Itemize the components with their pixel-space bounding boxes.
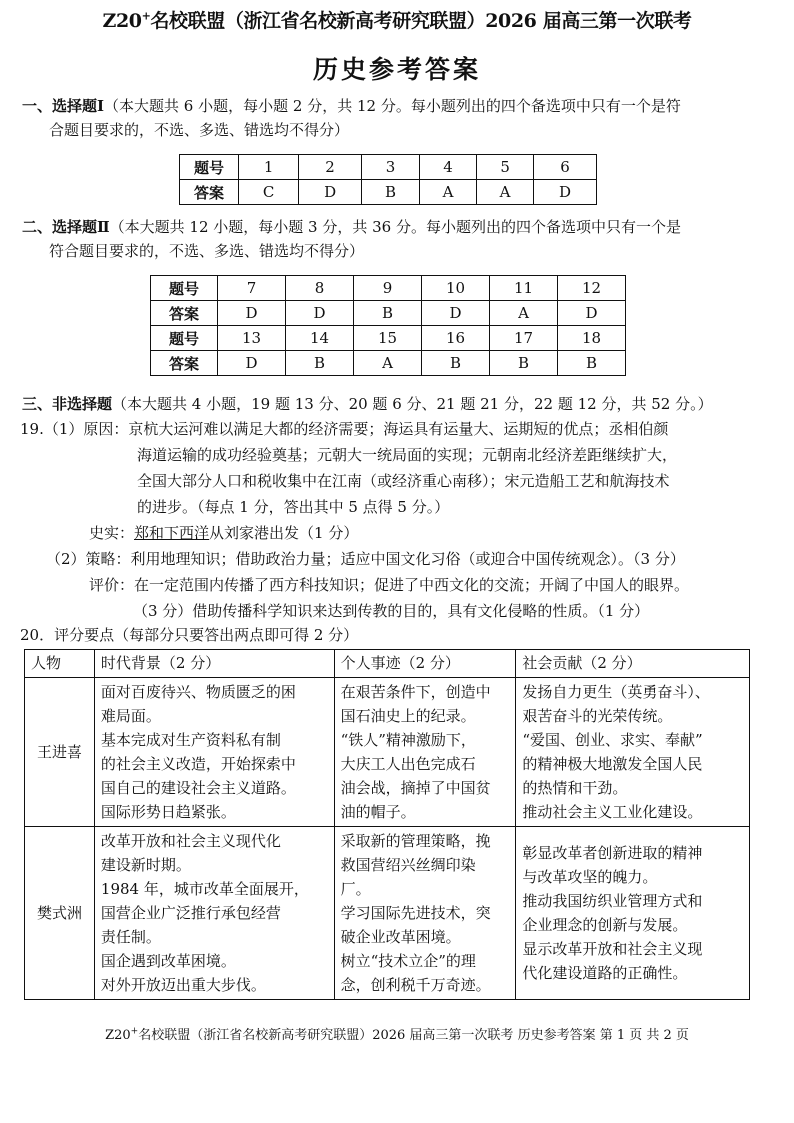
number-row [180,155,597,180]
answer-cell: B [558,351,626,376]
cell-line: 破企业改革困境。 [340,928,461,946]
answer-row-2 [151,351,626,376]
cell-line: 国自己的建设社会主义道路。 [100,779,296,797]
section-1-answer-table [179,154,597,205]
cell-line: 难局面。 [100,707,161,725]
page-header [0,6,794,33]
question-number-cell: 6 [534,155,597,180]
question-number-cell: 3 [361,155,419,180]
row-label: 题号 [180,155,239,180]
cell-line: 面对百废待兴、物质匮乏的困 [100,683,296,701]
cell-line: 在艰苦条件下，创造中 [340,683,491,701]
section-1-desc-2: 合题目要求的，不选、多选、错选均不得分） [49,121,350,139]
section-2-desc-1: （本大题共 12 小题，每小题 3 分，共 36 分。每小题列出的四个备选项中只有一个是 [109,218,681,236]
cell-line: 的热情和干劲。 [522,779,628,797]
cell-line: 推动社会主义工业化建设。 [522,803,703,821]
header-text: 名校联盟（浙江省名校新高考研究联盟）2026 届高三第一次联考 [150,10,692,32]
cell-line: 油会战，摘掉了中国贫 [340,779,491,797]
q20-heading: 20．评分要点（每部分只要答出两点即可得 2 分） [20,626,359,644]
table-row [25,827,750,1000]
section-3-desc: （本大题共 4 小题，19 题 13 分、20 题 6 分、21 题 21 分，22 题 12 分，共 52 分。） [112,395,713,413]
cell-line: 的社会主义改造，开始探索中 [100,755,296,773]
q19-part-2: （2）策略：利用地理知识；借助政治力量；适应中国文化习俗（或迎合中国传统观念）。（3 分） [46,550,685,568]
answer-cell: C [239,180,299,205]
answer-cell: A [477,180,534,205]
question-number-cell: 5 [477,155,534,180]
answer-cell: A [419,180,476,205]
answer-cell: B [490,351,558,376]
q19-line-3: 全国大部分人口和税收集中在江南（或经济重心南移）；宋元造船工艺和航海技术 [137,472,670,490]
cell-line: 显示改革开放和社会主义现 [522,940,703,958]
q19-line-1: 19.（1）原因：京杭大运河难以满足大都的经济需要；海运具有运量大、运期短的优点；丞相伯颜 [20,420,669,438]
row-label: 题号 [151,276,218,301]
section-2-desc-2: 符合题目要求的，不选、多选、错选均不得分） [49,242,365,260]
question-number-cell: 17 [490,326,558,351]
q19-line-2: 海道运输的成功经验奠基；元朝大一统局面的实现；元朝南北经济差距继续扩大， [137,446,678,464]
contribution-cell [516,678,750,827]
question-number-cell: 18 [558,326,626,351]
cell-line: 的精神极大地激发全国人民 [522,755,703,773]
question-number-cell: 8 [286,276,354,301]
person-name: 樊式洲 [25,827,95,1000]
section-3-intro [22,392,762,416]
answer-cell: D [558,301,626,326]
answer-cell: D [218,301,286,326]
question-number-cell: 12 [558,276,626,301]
question-number-cell: 10 [422,276,490,301]
q19-line-4: 的进步。（每点 1 分，答出其中 5 点得 5 分。） [137,498,450,516]
background-cell [94,827,334,1000]
cell-line: 对外开放迈出重大步伐。 [100,976,266,994]
question-number-cell: 15 [354,326,422,351]
answer-cell: D [218,351,286,376]
cell-line: 责任制。 [100,928,161,946]
contribution-cell [516,827,750,1000]
cell-line: 采取新的管理策略，挽 [340,832,491,850]
section-2-intro [22,215,762,263]
answer-cell: D [299,180,362,205]
cell-line: 学习国际先进技术，突 [340,904,491,922]
cell-line: 改革开放和社会主义现代化 [100,832,281,850]
section-1-heading: 一、选择题Ⅰ [22,97,105,115]
row-label: 答案 [151,351,218,376]
cell-line: 企业理念的创新与发展。 [522,916,688,934]
column-header: 社会贡献（2 分） [516,650,750,678]
background-cell [94,678,334,827]
question-number-cell: 13 [218,326,286,351]
q19-shishi [89,520,358,546]
section-2-heading: 二、选择题Ⅱ [22,218,110,236]
question-number-cell: 9 [354,276,422,301]
answer-cell: A [490,301,558,326]
header-sup: + [141,9,151,23]
answer-cell: B [354,301,422,326]
answer-cell: A [354,351,422,376]
number-row-1 [151,276,626,301]
answer-cell: D [286,301,354,326]
cell-line: 艰苦奋斗的光荣传统。 [522,707,673,725]
answer-cell: D [422,301,490,326]
answer-row-1 [151,301,626,326]
cell-line: 国企遇到改革困境。 [100,952,236,970]
cell-line: 彰显改革者创新进取的精神 [522,844,703,862]
header-prefix: Z20 [102,10,142,32]
cell-line: “爱国、创业、求实、奉献” [522,731,703,749]
footer-sup: + [130,1026,139,1037]
page-title: 历史参考答案 [312,55,481,84]
cell-line: 基本完成对生产资料私有制 [100,731,281,749]
cell-line: 推动我国纺织业管理方式和 [522,892,703,910]
cell-line: 国石油史上的纪录。 [340,707,476,725]
shishi-rest: 从刘家港出发（1 分） [209,524,359,542]
row-label: 答案 [180,180,239,205]
cell-line: 1984 年，城市改革全面展开， [100,880,309,898]
cell-line: 油的帽子。 [340,803,416,821]
section-3-heading: 三、非选择题 [22,395,113,413]
question-number-cell: 16 [422,326,490,351]
column-header: 个人事迹（2 分） [334,650,516,678]
person-name: 王进喜 [25,678,95,827]
cell-line: 与改革攻坚的魄力。 [522,868,658,886]
cell-line: 发扬自力更生（英勇奋斗）、 [522,683,710,701]
cell-line: 代化建设道路的正确性。 [522,964,688,982]
answer-cell: B [422,351,490,376]
question-number-cell: 4 [419,155,476,180]
section-1-desc-1: （本大题共 6 小题，每小题 2 分，共 12 分。每小题列出的四个备选项中只有一个是符 [104,97,681,115]
cell-line: 建设新时期。 [100,856,191,874]
number-row-2 [151,326,626,351]
column-header: 时代背景（2 分） [94,650,334,678]
question-number-cell: 14 [286,326,354,351]
q19-evaluation-1: 评价：在一定范围内传播了西方科技知识；促进了中西文化的交流；开阔了中国人的眼界。 [89,576,690,594]
table-row [25,678,750,827]
answer-cell: B [286,351,354,376]
question-number-cell: 2 [299,155,362,180]
shishi-underlined: 郑和下西洋 [134,524,210,542]
answer-row [180,180,597,205]
row-label: 答案 [151,301,218,326]
cell-line: 大庆工人出色完成石 [340,755,476,773]
q20-table [24,649,750,1000]
section-2-answer-table [150,275,626,376]
cell-line: 念，创利税千万奇迹。 [340,976,491,994]
footer-text: 名校联盟（浙江省名校新高考研究联盟）2026 届高三第一次联考 历史参考答案 第 1 页 共 2 页 [138,1028,689,1043]
question-number-cell: 7 [218,276,286,301]
section-1-intro [22,94,762,142]
q20-header-row [25,650,750,678]
question-number-cell: 11 [490,276,558,301]
row-label: 题号 [151,326,218,351]
cell-line: 国际形势日趋紧张。 [100,803,236,821]
cell-line: 树立“技术立企”的理 [340,952,476,970]
footer-prefix: Z20 [105,1028,131,1043]
answer-cell: D [534,180,597,205]
cell-line: 救国营绍兴丝绸印染 [340,856,476,874]
column-header: 人物 [25,650,95,678]
shishi-label: 史实： [89,524,135,542]
deeds-cell [334,678,516,827]
q19-evaluation-2: （3 分）借助传播科学知识来达到传教的目的，具有文化侵略的性质。（1 分） [133,602,650,620]
question-number-cell: 1 [239,155,299,180]
cell-line: 国营企业广泛推行承包经营 [100,904,281,922]
cell-line: 厂。 [340,880,371,898]
answer-cell: B [361,180,419,205]
cell-line: “铁人”精神激励下， [340,731,476,749]
deeds-cell [334,827,516,1000]
page-footer [0,1024,794,1043]
